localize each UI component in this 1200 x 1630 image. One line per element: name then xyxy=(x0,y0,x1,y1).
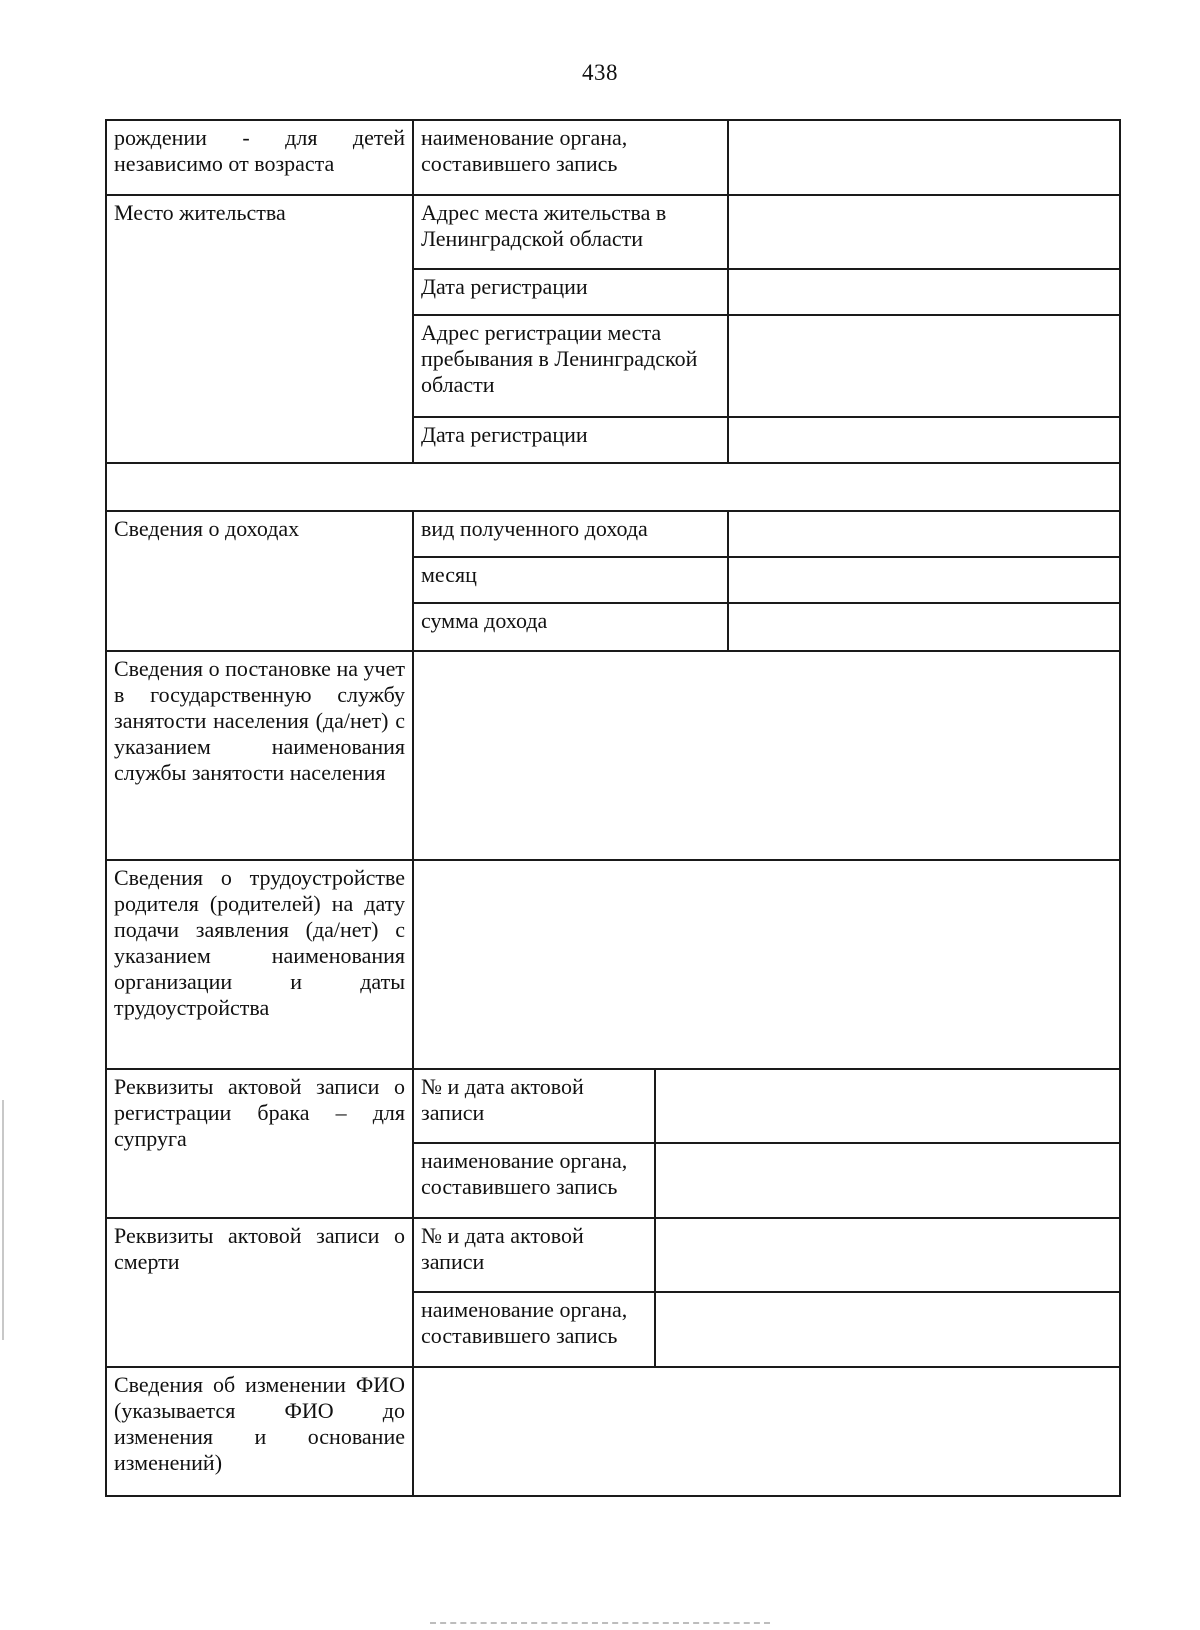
income-amount-value-cell[interactable] xyxy=(728,603,1120,651)
residence-label: Место жительства xyxy=(106,195,413,463)
table-row xyxy=(106,1367,1120,1496)
birth-record-label-line2: независимо от возраста xyxy=(114,151,335,176)
marriage-record-authority-label: наименование органа, составившего запись xyxy=(413,1143,655,1218)
death-record-authority-label: наименование органа, составившего запись xyxy=(413,1292,655,1367)
death-record-number-value-cell[interactable] xyxy=(655,1218,1120,1292)
employment-value-cell[interactable] xyxy=(413,860,1120,1069)
employment-label: Сведения о трудоустройстве родителя (родителей) на дату подачи заявления (да/нет) с указанием наименования организации и даты трудоустройства xyxy=(106,860,413,1069)
birth-record-label-line1: рождении - для детей xyxy=(114,125,405,150)
employment-service-label: Сведения о постановке на учет в государственную службу занятости населения (да/нет) с указанием наименования службы занятости населения xyxy=(106,651,413,860)
death-record-authority-value-cell[interactable] xyxy=(655,1292,1120,1367)
birth-record-authority-field-label: наименование органа, составившего запись xyxy=(413,120,728,195)
empty-cell xyxy=(106,463,1120,511)
income-type-value-cell[interactable] xyxy=(728,511,1120,557)
table-row xyxy=(106,1218,1120,1292)
stay-registration-date-label: Дата регистрации xyxy=(413,417,728,463)
marriage-record-number-label: № и дата актовой записи xyxy=(413,1069,655,1143)
birth-record-authority-value-cell[interactable] xyxy=(728,120,1120,195)
income-amount-field-label: сумма дохода xyxy=(413,603,728,651)
page-number: 438 xyxy=(582,60,618,85)
table-row xyxy=(106,120,1120,195)
residence-registration-date-value-cell[interactable] xyxy=(728,269,1120,315)
income-month-field-label: месяц xyxy=(413,557,728,603)
empty-row xyxy=(106,463,1120,511)
residence-address-field-label: Адрес места жительства в Ленинградской области xyxy=(413,195,728,269)
scan-edge-line xyxy=(2,1100,4,1340)
marriage-record-authority-value-cell[interactable] xyxy=(655,1143,1120,1218)
name-change-value-cell[interactable] xyxy=(413,1367,1120,1496)
residence-address-value-cell[interactable] xyxy=(728,195,1120,269)
marriage-record-number-value-cell[interactable] xyxy=(655,1069,1120,1143)
income-type-field-label: вид полученного дохода xyxy=(413,511,728,557)
death-record-number-label: № и дата актовой записи xyxy=(413,1218,655,1292)
birth-record-label-cell xyxy=(106,120,413,195)
table-row xyxy=(106,195,1120,269)
marriage-record-label: Реквизиты актовой записи о регистрации брака – для супруга xyxy=(106,1069,413,1218)
table-row xyxy=(106,1069,1120,1143)
income-label: Сведения о доходах xyxy=(106,511,413,651)
scan-artifact-line xyxy=(430,1622,770,1626)
table-row xyxy=(106,651,1120,860)
application-form-table xyxy=(105,119,1121,1497)
table-row xyxy=(106,860,1120,1069)
employment-service-value-cell[interactable] xyxy=(413,651,1120,860)
name-change-label: Сведения об изменении ФИО (указывается ФИО до изменения и основание изменений) xyxy=(106,1367,413,1496)
death-record-label: Реквизиты актовой записи о смерти xyxy=(106,1218,413,1367)
stay-address-field-label: Адрес регистрации места пребывания в Ленинградской области xyxy=(413,315,728,417)
income-month-value-cell[interactable] xyxy=(728,557,1120,603)
table-row xyxy=(106,511,1120,557)
stay-registration-date-value-cell[interactable] xyxy=(728,417,1120,463)
stay-address-value-cell[interactable] xyxy=(728,315,1120,417)
residence-registration-date-label: Дата регистрации xyxy=(413,269,728,315)
